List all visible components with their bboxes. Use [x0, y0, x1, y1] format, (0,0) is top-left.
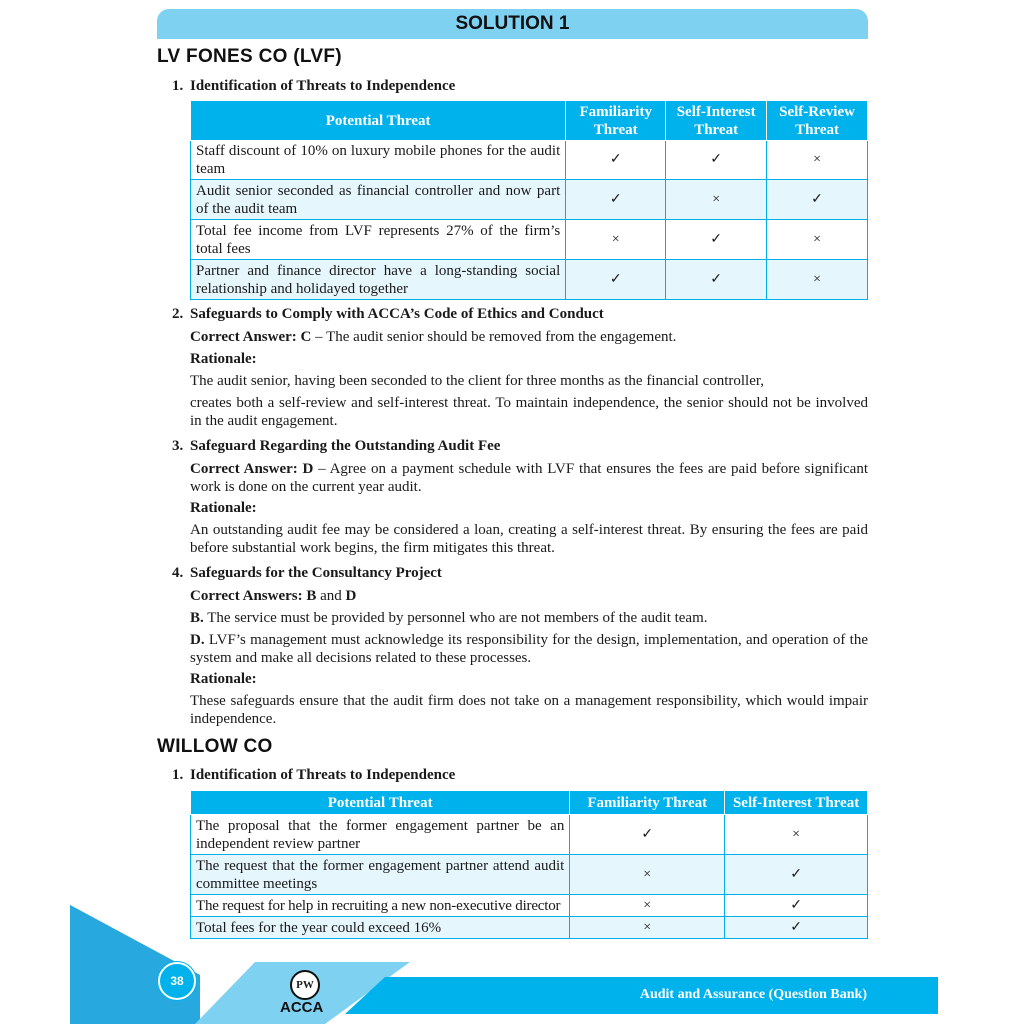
check-mark: ✓: [566, 141, 666, 180]
lvf-q1-title: Identification of Threats to Independence: [190, 78, 456, 94]
willow-col-header-familiarity: Familiarity Threat: [570, 791, 725, 815]
threat-cell: The request for help in recruiting a new non-executive director: [191, 895, 570, 917]
table-row: [191, 141, 868, 180]
check-mark: ✓: [666, 141, 767, 180]
section-title-lvf: LV FONES CO (LVF): [157, 46, 342, 67]
cross-mark: ×: [767, 141, 868, 180]
cross-mark: ×: [566, 220, 666, 260]
lvf-q2-title: Safeguards to Comply with ACCA’s Code of Ethics and Conduct: [190, 306, 604, 322]
threat-cell: The proposal that the former engagement partner be an independent review partner: [191, 815, 570, 855]
option-label: B.: [190, 610, 204, 626]
willow-q1-number: 1.: [172, 767, 184, 783]
willow-col-header-self-interest: Self-Interest Threat: [725, 791, 868, 815]
lvf-q4-option-b: [190, 609, 868, 627]
answer-text: – The audit senior should be removed from the engagement.: [311, 329, 677, 345]
lvf-q3-heading: [172, 438, 500, 455]
pw-logo-icon: PW: [290, 970, 320, 1000]
threat-cell: Audit senior seconded as financial controller and now part of the audit team: [191, 180, 566, 220]
answer-label: Correct Answer: C: [190, 329, 312, 345]
willow-q1-title: Identification of Threats to Independence: [190, 767, 456, 783]
cross-mark: ×: [570, 895, 725, 917]
answer-label: Correct Answers:: [190, 588, 303, 604]
lvf-q4-option-d: [190, 631, 868, 667]
page-number-badge: 38: [158, 962, 196, 1000]
lvf-q4-number: 4.: [172, 565, 184, 581]
lvf-q1-number: 1.: [172, 78, 184, 94]
solution-banner: SOLUTION 1: [157, 9, 868, 39]
lvf-q3-title: Safeguard Regarding the Outstanding Audit Fee: [190, 438, 501, 454]
answer-text: – Agree on a payment schedule with LVF that ensures the fees are paid before significant work is done on the current year audit.: [190, 461, 868, 495]
check-mark: ✓: [566, 180, 666, 220]
lvf-col-header-familiarity: Familiarity Threat: [566, 101, 666, 141]
footer-decoration: [0, 880, 1024, 1024]
lvf-threat-table: [190, 100, 868, 300]
lvf-q4-title: Safeguards for the Consultancy Project: [190, 565, 442, 581]
option-text: The service must be provided by personnel who are not members of the audit team.: [203, 610, 708, 626]
lvf-q4-rationale-label: Rationale:: [190, 671, 257, 687]
lvf-q2-rationale-label: Rationale:: [190, 351, 257, 367]
lvf-q4-answer: [190, 587, 868, 605]
answer-label: Correct Answer: D: [190, 461, 314, 477]
lvf-col-header-self-interest: Self-Interest Threat: [666, 101, 767, 141]
cross-mark: ×: [767, 220, 868, 260]
cross-mark: ×: [570, 855, 725, 895]
lvf-q2-number: 2.: [172, 306, 184, 322]
cross-mark: ×: [725, 815, 868, 855]
book-title: Audit and Assurance (Question Bank): [639, 987, 867, 1002]
table-row: [191, 815, 868, 855]
threat-cell: Total fee income from LVF represents 27% of the firm’s total fees: [191, 220, 566, 260]
check-mark: ✓: [666, 220, 767, 260]
table-row: [191, 180, 868, 220]
acca-logo-text: ACCA: [280, 999, 324, 1016]
willow-q1-heading: [172, 767, 455, 784]
option-text: LVF’s management must acknowledge its responsibility for the design, implementation, and operation of the system and make all decisions related to these processes.: [190, 632, 868, 666]
answer-and: and: [316, 588, 346, 604]
threat-cell: The request that the former engagement partner attend audit committee meetings: [191, 855, 570, 895]
cross-mark: ×: [666, 180, 767, 220]
check-mark: ✓: [566, 260, 666, 300]
check-mark: ✓: [570, 815, 725, 855]
lvf-q2-answer: [190, 328, 868, 346]
table-row: [191, 220, 868, 260]
lvf-q2-heading: [172, 306, 604, 323]
threat-cell: Partner and finance director have a long-standing social relationship and holidayed together: [191, 260, 566, 300]
answer-option-d: D: [345, 588, 357, 604]
lvf-q4-rationale: These safeguards ensure that the audit firm does not take on a management responsibility, which would impair independence.: [190, 693, 868, 727]
check-mark: ✓: [767, 180, 868, 220]
lvf-col-header-self-review: Self-Review Threat: [767, 101, 868, 141]
cross-mark: ×: [570, 917, 725, 939]
lvf-col-header-threat: Potential Threat: [191, 101, 566, 141]
section-title-willow: WILLOW CO: [157, 736, 273, 757]
willow-col-header-threat: Potential Threat: [191, 791, 570, 815]
lvf-q3-rationale: An outstanding audit fee may be considered a loan, creating a self-interest threat. By ensuring the fees are paid before substantial work begins, the firm mitigates this threat.: [190, 522, 868, 556]
threat-cell: Total fees for the year could exceed 16%: [191, 917, 570, 939]
lvf-q4-heading: [172, 565, 442, 582]
lvf-q3-answer: [190, 460, 868, 496]
option-label: D.: [190, 632, 205, 648]
check-mark: ✓: [725, 895, 868, 917]
cross-mark: ×: [767, 260, 868, 300]
lvf-q1-heading: [172, 78, 455, 95]
lvf-q2-rationale-2: creates both a self-review and self-interest threat. To maintain independence, the senior should not be involved in the audit engagement.: [190, 395, 868, 429]
check-mark: ✓: [725, 855, 868, 895]
lvf-q3-number: 3.: [172, 438, 184, 454]
threat-cell: Staff discount of 10% on luxury mobile phones for the audit team: [191, 141, 566, 180]
answer-option-b: B: [306, 588, 317, 604]
check-mark: ✓: [666, 260, 767, 300]
check-mark: ✓: [725, 917, 868, 939]
table-row: [191, 260, 868, 300]
lvf-q3-rationale-label: Rationale:: [190, 500, 257, 516]
lvf-q2-rationale-1: The audit senior, having been seconded to the client for three months as the financial controller,: [190, 373, 765, 389]
